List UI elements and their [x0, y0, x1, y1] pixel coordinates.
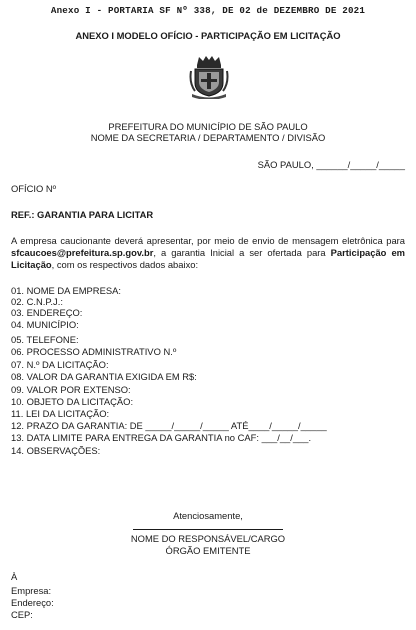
intro-part-2: , a garantia Inicial a ser ofertada para [153, 247, 331, 258]
ordinance-header: Anexo I - PORTARIA SF Nº 338, DE 02 de DEZEMBRO DE 2021 [50, 5, 366, 16]
intro-part-1: A empresa caucionante deverá apresentar, por meio de envio de mensagem eletrônica para [11, 235, 405, 246]
field-guarantee-value: 08. VALOR DA GARANTIA EXIGIDA EM R$: [11, 371, 197, 382]
field-cnpj: 02. C.N.P.J.: [11, 296, 63, 307]
field-bid-number: 07. N.º DA LICITAÇÃO: [11, 359, 109, 370]
signer-name-title: NOME DO RESPONSÁVEL/CARGO [130, 533, 286, 544]
field-bid-law: 11. LEI DA LICITAÇÃO: [11, 408, 110, 419]
org-department: NOME DA SECRETARIA / DEPARTAMENTO / DIVISÃO [90, 132, 326, 143]
field-bid-object: 10. OBJETO DA LICITAÇÃO: [11, 396, 134, 407]
intro-part-3: , com os respectivos dados abaixo: [51, 259, 199, 270]
signature-line [133, 529, 283, 530]
field-delivery-deadline: 13. DATA LIMITE PARA ENTREGA DA GARANTIA no CAF: ___/__/___. [11, 432, 312, 443]
recipient-address: Endereço: [11, 597, 54, 608]
date-line: SÃO PAULO, ______/_____/_____ [257, 159, 405, 170]
field-observations: 14. OBSERVAÇÕES: [11, 445, 101, 456]
document-title: ANEXO I MODELO OFÍCIO - PARTICIPAÇÃO EM LICITAÇÃO [75, 30, 341, 41]
recipient-zip: CEP: [11, 609, 33, 620]
field-value-in-words: 09. VALOR POR EXTENSO: [11, 384, 131, 395]
oficio-number-label: OFÍCIO Nº [11, 183, 57, 194]
field-company-name: 01. NOME DA EMPRESA: [11, 285, 121, 296]
recipient-company: Empresa: [11, 585, 52, 596]
field-address: 03. ENDEREÇO: [11, 307, 83, 318]
field-admin-process: 06. PROCESSO ADMINISTRATIVO N.º [11, 346, 177, 357]
field-guarantee-period: 12. PRAZO DA GARANTIA: DE _____/_____/_____ ATÉ____/_____/_____ [11, 420, 327, 431]
field-municipality: 04. MUNICÍPIO: [11, 319, 79, 330]
reference-line: REF.: GARANTIA PARA LICITAR [11, 209, 154, 220]
participation-term: Participação em Licitação [11, 247, 405, 270]
coat-of-arms-icon [189, 55, 229, 99]
closing-salutation: Atenciosamente, [173, 510, 243, 521]
submission-email: sfcaucoes@prefeitura.sp.gov.br [11, 247, 154, 258]
field-phone: 05. TELEFONE: [11, 334, 79, 345]
intro-paragraph [11, 235, 405, 271]
issuing-body: ÓRGÃO EMITENTE [165, 545, 251, 556]
org-name: PREFEITURA DO MUNICÍPIO DE SÃO PAULO [108, 121, 308, 132]
recipient-to: À [11, 571, 18, 582]
